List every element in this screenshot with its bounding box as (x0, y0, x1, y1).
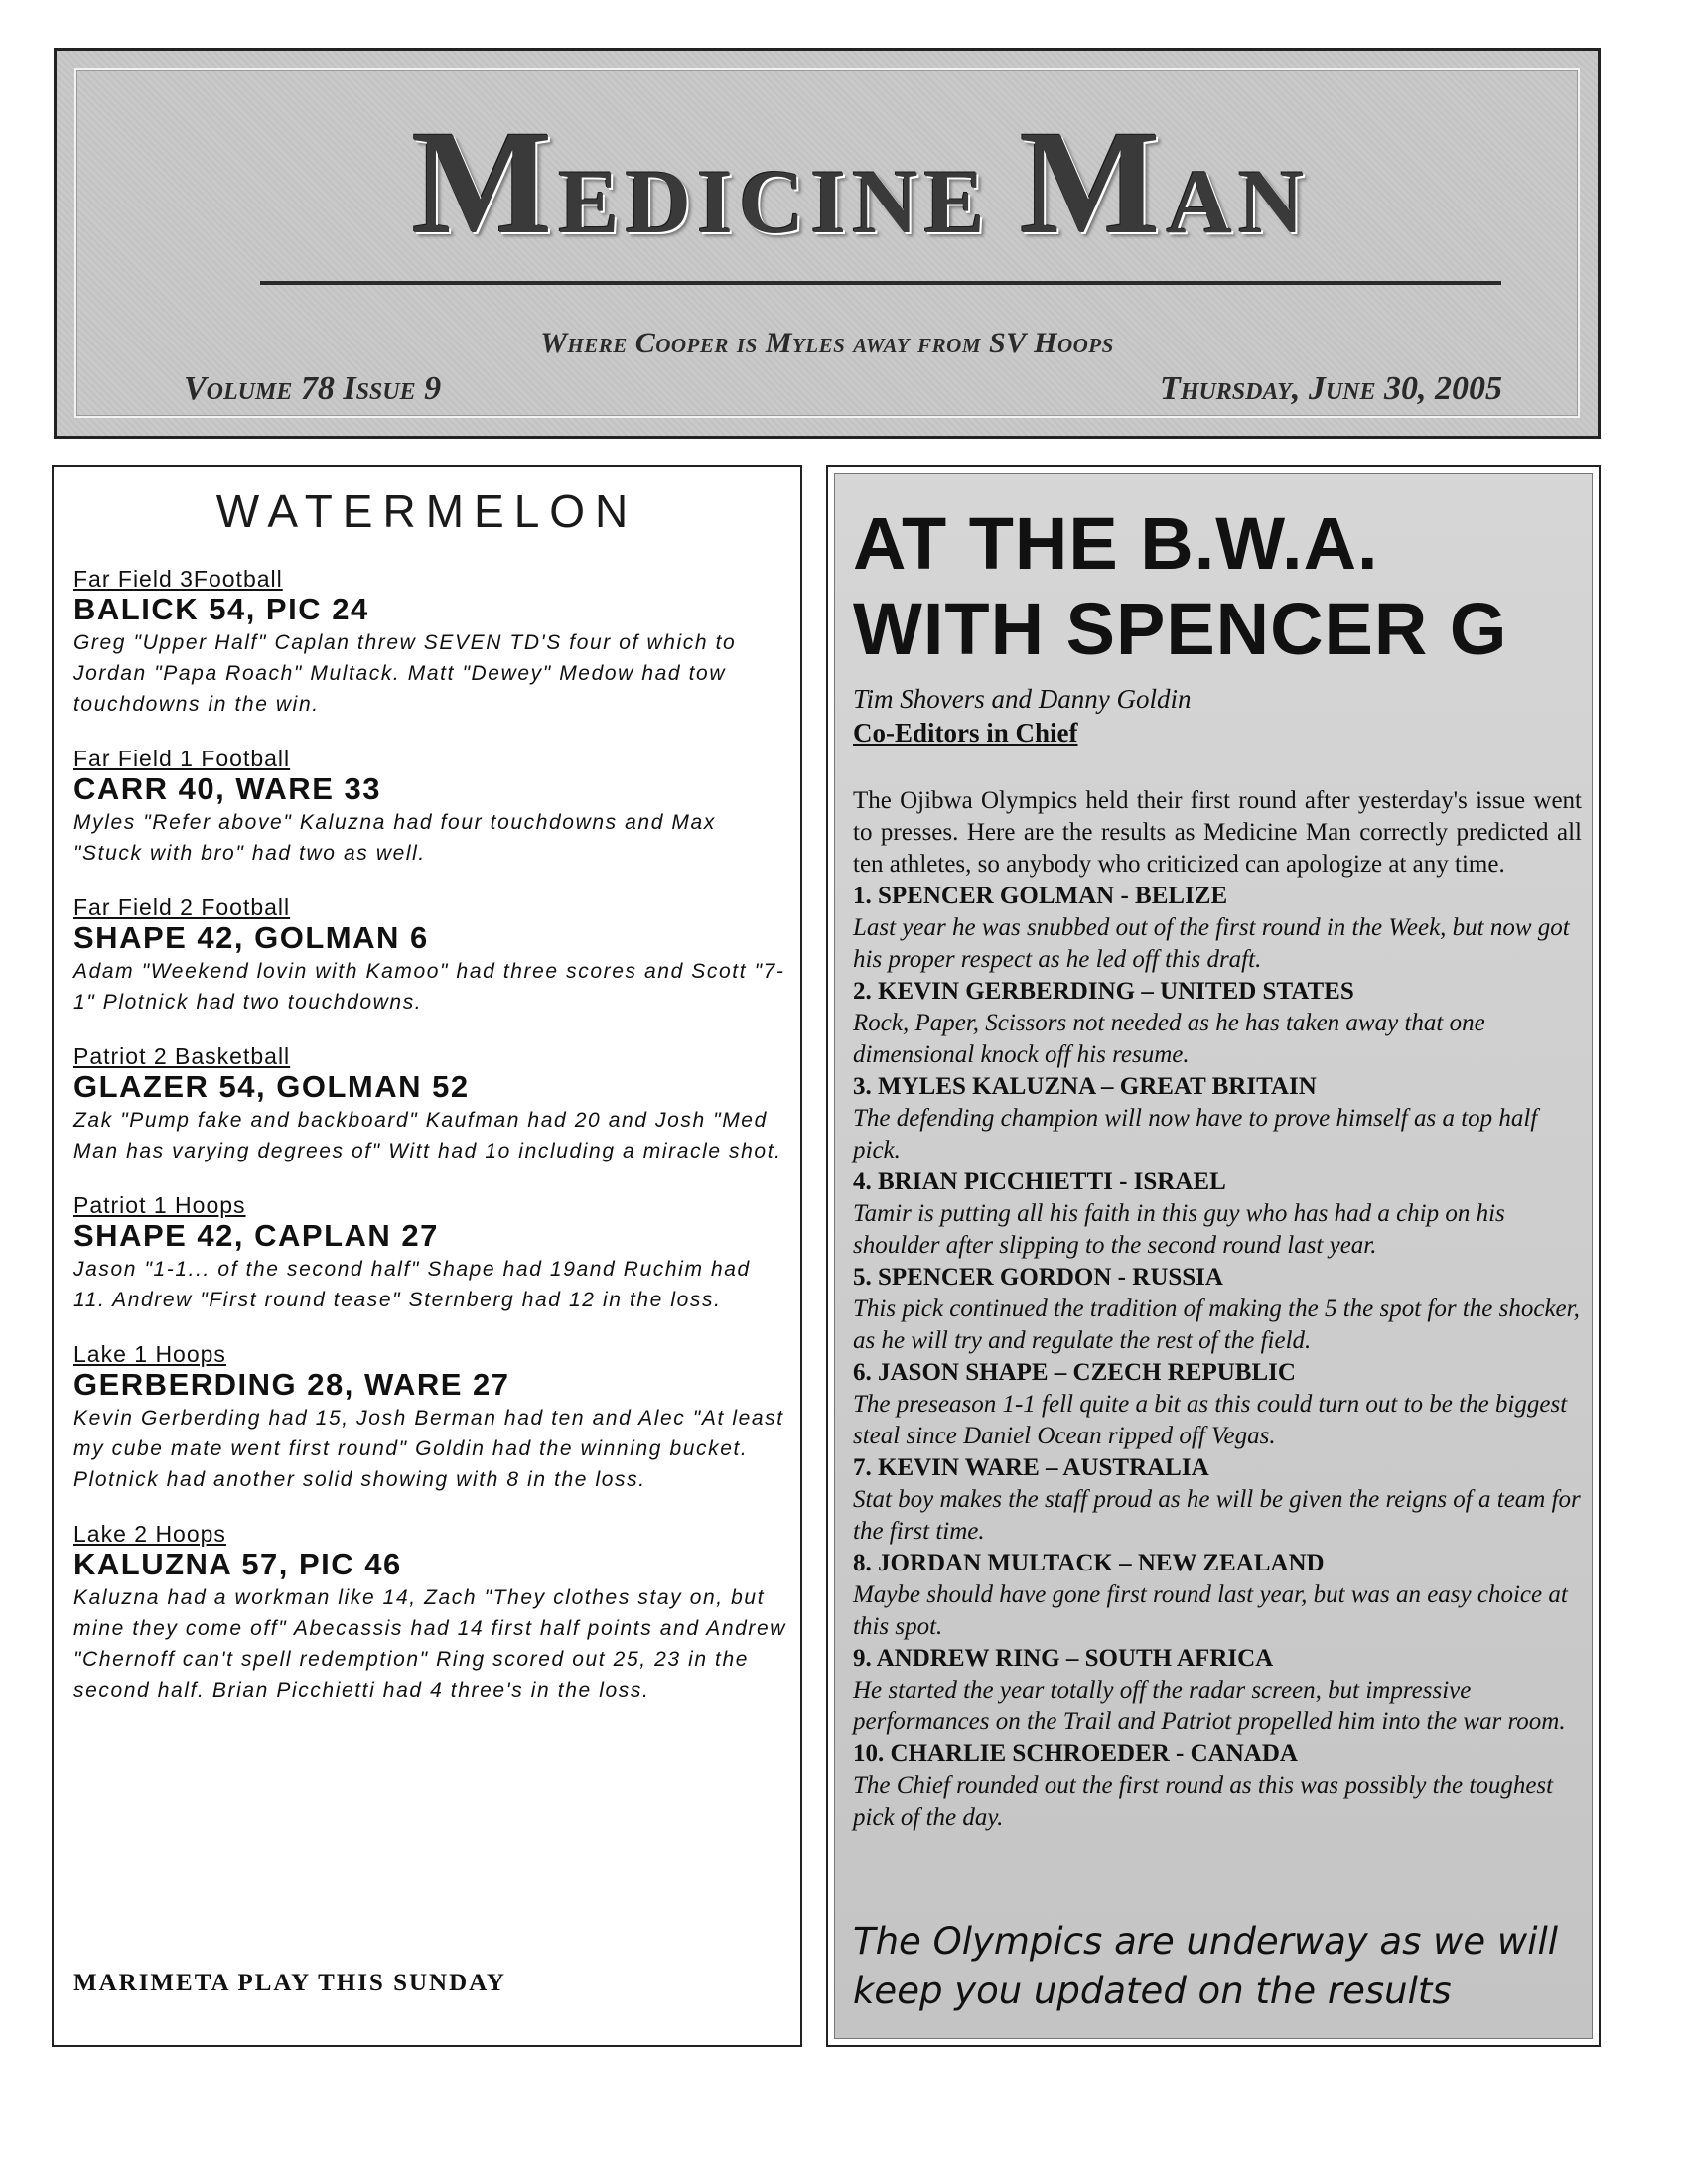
pick-description: The preseason 1-1 fell quite a bit as this could turn out to be the biggest steal since Daniel Ocean ripped off Vegas. (853, 1391, 1568, 1449)
bwa-headline-line-1: AT THE B.W.A. (853, 502, 1379, 585)
byline-role: Co-Editors in Chief (853, 718, 1078, 748)
game-venue: Far Field 1 Football (73, 746, 291, 771)
game-score: KALUZNA 57, PIC 46 (73, 1547, 402, 1581)
bwa-article (853, 785, 1582, 1834)
game-score: SHAPE 42, GOLMAN 6 (73, 920, 429, 955)
game-item (73, 894, 788, 1018)
tagline: Where Cooper is Myles away from SV Hoops (540, 327, 1114, 359)
pick-item (853, 1452, 1582, 1548)
pick-name: 7. KEVIN WARE – AUSTRALIA (853, 1454, 1209, 1481)
game-recap: Kevin Gerberding had 15, Josh Berman had ten and Alec "At least my cube mate went first round" Goldin had the winning bucket. Plotnick had another solid showing with 8 in the loss. (73, 1407, 784, 1491)
game-venue: Patriot 1 Hoops (73, 1192, 246, 1218)
game-item (73, 746, 788, 869)
pick-name: 1. SPENCER GOLMAN - BELIZE (853, 883, 1228, 909)
pick-item (853, 881, 1582, 976)
byline-names: Tim Shovers and Danny Goldin (853, 684, 1192, 714)
game-item (73, 1521, 788, 1706)
issue-date: Thursday, June 30, 2005 (1160, 370, 1502, 407)
pick-description: Maybe should have gone first round last year, but was an easy choice at this spot. (853, 1581, 1568, 1640)
masthead (54, 48, 1601, 439)
title-initial-1: M (411, 100, 559, 265)
game-score: CARR 40, WARE 33 (73, 771, 381, 806)
title-initial-2: M (1019, 100, 1167, 265)
pick-item (853, 1166, 1582, 1262)
pick-description: Last year he was snubbed out of the first round in the Week, but now got his proper respect as he led off this draft. (853, 914, 1570, 973)
pick-item (853, 1548, 1582, 1643)
pick-name: 8. JORDAN MULTACK – NEW ZEALAND (853, 1550, 1325, 1576)
pick-description: Tamir is putting all his faith in this guy who has had a chip on his shoulder after slipping to the second round last year. (853, 1200, 1505, 1259)
title-word-1-rest: EDICINE (558, 151, 991, 252)
pick-item (853, 1357, 1582, 1452)
bwa-shaded-panel (834, 473, 1593, 2039)
pick-description: He started the year totally off the radar screen, but impressive performances on the Trail and Patriot propelled him into the war room. (853, 1677, 1566, 1735)
pick-name: 5. SPENCER GORDON - RUSSIA (853, 1264, 1223, 1291)
bwa-headline (853, 501, 1578, 672)
game-venue: Lake 1 Hoops (73, 1341, 226, 1367)
watermelon-column (52, 465, 802, 2047)
pick-item (853, 1738, 1582, 1834)
bwa-column (826, 465, 1601, 2047)
watermelon-heading: WATERMELON (215, 485, 638, 537)
article-closer: The Olympics are underway as we will keep you updated on the results (853, 1920, 1559, 2012)
game-recap: Myles "Refer above" Kaluzna had four touchdowns and Max "Stuck with bro" had two as well. (73, 811, 716, 865)
game-venue: Patriot 2 Basketball (73, 1043, 291, 1069)
pick-name: 3. MYLES KALUZNA – GREAT BRITAIN (853, 1073, 1317, 1100)
game-list (73, 566, 788, 1731)
watermelon-footer-note: MARIMETA PLAY THIS SUNDAY (73, 1970, 506, 1996)
game-recap: Jason "1-1... of the second half" Shape had 19and Ruchim had 11. Andrew "First round tease" Sternberg had 12 in the loss. (73, 1258, 751, 1311)
pick-item (853, 976, 1582, 1071)
pick-description: Rock, Paper, Scissors not needed as he has taken away that one dimensional knock off his resume. (853, 1010, 1485, 1068)
game-score: GLAZER 54, GOLMAN 52 (73, 1069, 470, 1104)
newspaper-title (225, 100, 1496, 265)
game-recap: Zak "Pump fake and backboard" Kaufman had 20 and Josh "Med Man has varying degrees of" Witt had 1o including a miracle shot. (73, 1109, 782, 1162)
pick-name: 10. CHARLIE SCHROEDER - CANADA (853, 1740, 1298, 1767)
game-venue: Far Field 2 Football (73, 894, 291, 920)
pick-item (853, 1643, 1582, 1738)
pick-name: 6. JASON SHAPE – CZECH REPUBLIC (853, 1359, 1296, 1386)
masthead-rule (260, 281, 1501, 285)
pick-name: 4. BRIAN PICCHIETTI - ISRAEL (853, 1168, 1226, 1195)
pick-item (853, 1262, 1582, 1357)
game-item (73, 1192, 788, 1315)
pick-description: This pick continued the tradition of making the 5 the spot for the shocker, as he will try and regulate the rest of the field. (853, 1296, 1580, 1354)
pick-description: The defending champion will now have to prove himself as a top half pick. (853, 1105, 1538, 1163)
pick-name: 2. KEVIN GERBERDING – UNITED STATES (853, 978, 1354, 1005)
game-recap: Adam "Weekend lovin with Kamoo" had three scores and Scott "7-1" Plotnick had two touchdowns. (73, 960, 785, 1014)
game-venue: Far Field 3Football (73, 566, 283, 592)
game-recap: Kaluzna had a workman like 14, Zach "They clothes stay on, but mine they come off" Abecassis had 14 first half points and Andrew "Chernoff can't spell redemption" Ring scored out 25, 23 in the second half. Brian Picchietti had 4 three's in the loss. (73, 1586, 787, 1702)
game-item (73, 1043, 788, 1166)
game-venue: Lake 2 Hoops (73, 1521, 226, 1547)
pick-description: Stat boy makes the staff proud as he will be given the reigns of a team for the first time. (853, 1486, 1581, 1545)
volume-issue: Volume 78 Issue 9 (184, 370, 442, 407)
game-score: GERBERDING 28, WARE 27 (73, 1367, 510, 1402)
pick-name: 9. ANDREW RING – SOUTH AFRICA (853, 1645, 1274, 1672)
game-score: SHAPE 42, CAPLAN 27 (73, 1218, 439, 1253)
game-item (73, 1341, 788, 1495)
title-word-2-rest: AN (1166, 151, 1311, 252)
byline (853, 682, 1578, 750)
game-score: BALICK 54, PIC 24 (73, 592, 369, 626)
pick-item (853, 1071, 1582, 1166)
game-item (73, 566, 788, 720)
game-recap: Greg "Upper Half" Caplan threw SEVEN TD'S four of which to Jordan "Papa Roach" Multack. Matt "Dewey" Medow had tow touchdowns in the win. (73, 631, 737, 716)
article-intro: The Ojibwa Olympics held their first round after yesterday's issue went to presses. Here are the results as Medicine Man correctly predicted all ten athletes, so anybody who criticized can apologize at any time. (853, 787, 1582, 878)
pick-description: The Chief rounded out the first round as this was possibly the toughest pick of the day. (853, 1772, 1554, 1831)
bwa-headline-line-2: WITH SPENCER G (853, 588, 1508, 670)
